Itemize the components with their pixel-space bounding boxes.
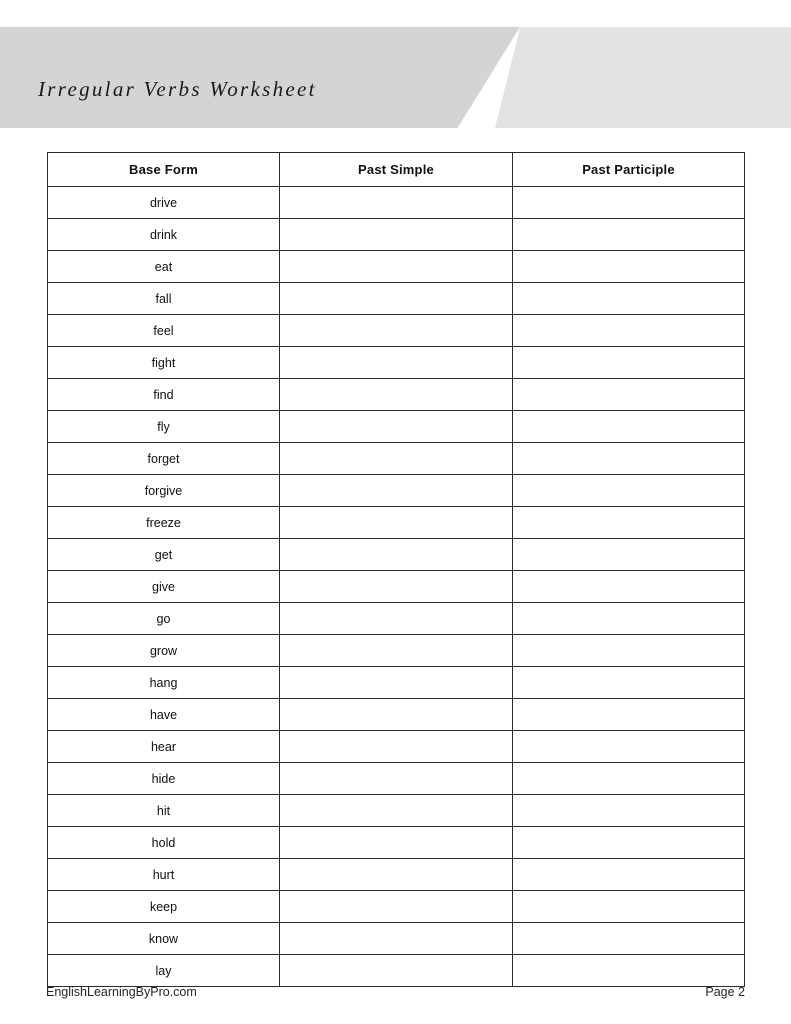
- page-title: Irregular Verbs Worksheet: [38, 77, 317, 101]
- cell-past-simple-answer[interactable]: [280, 923, 513, 955]
- cell-base-form: forgive: [48, 475, 280, 507]
- cell-base-form: eat: [48, 251, 280, 283]
- table-row: [48, 539, 745, 571]
- table-row: [48, 891, 745, 923]
- table-row: [48, 219, 745, 251]
- table-row: [48, 827, 745, 859]
- cell-past-simple-answer[interactable]: [280, 859, 513, 891]
- cell-past-simple-answer[interactable]: [280, 763, 513, 795]
- cell-past-participle-answer[interactable]: [513, 667, 745, 699]
- cell-past-participle-answer[interactable]: [513, 571, 745, 603]
- cell-past-simple-answer[interactable]: [280, 475, 513, 507]
- cell-past-participle-answer[interactable]: [513, 795, 745, 827]
- table-row: [48, 923, 745, 955]
- cell-base-form: hide: [48, 763, 280, 795]
- cell-base-form: go: [48, 603, 280, 635]
- table-row: [48, 667, 745, 699]
- cell-past-participle-answer[interactable]: [513, 187, 745, 219]
- cell-past-participle-answer[interactable]: [513, 283, 745, 315]
- table-row: [48, 315, 745, 347]
- header-banner: [0, 27, 791, 128]
- cell-base-form: fight: [48, 347, 280, 379]
- cell-past-simple-answer[interactable]: [280, 955, 513, 987]
- cell-past-participle-answer[interactable]: [513, 891, 745, 923]
- column-header-past-participle: Past Participle: [513, 153, 745, 187]
- cell-base-form: drink: [48, 219, 280, 251]
- cell-past-participle-answer[interactable]: [513, 539, 745, 571]
- cell-base-form: keep: [48, 891, 280, 923]
- table-row: [48, 955, 745, 987]
- cell-past-simple-answer[interactable]: [280, 347, 513, 379]
- cell-past-participle-answer[interactable]: [513, 475, 745, 507]
- cell-base-form: find: [48, 379, 280, 411]
- cell-past-participle-answer[interactable]: [513, 763, 745, 795]
- cell-base-form: fall: [48, 283, 280, 315]
- cell-past-participle-answer[interactable]: [513, 251, 745, 283]
- cell-past-participle-answer[interactable]: [513, 411, 745, 443]
- cell-past-simple-answer[interactable]: [280, 667, 513, 699]
- table-row: [48, 603, 745, 635]
- table-row: [48, 859, 745, 891]
- table-row: [48, 507, 745, 539]
- banner-shape-right: [495, 27, 791, 128]
- cell-past-simple-answer[interactable]: [280, 443, 513, 475]
- cell-base-form: feel: [48, 315, 280, 347]
- cell-past-simple-answer[interactable]: [280, 571, 513, 603]
- cell-past-simple-answer[interactable]: [280, 187, 513, 219]
- table-row: [48, 635, 745, 667]
- cell-past-simple-answer[interactable]: [280, 283, 513, 315]
- irregular-verbs-table: [47, 152, 745, 987]
- cell-past-simple-answer[interactable]: [280, 219, 513, 251]
- cell-base-form: fly: [48, 411, 280, 443]
- cell-base-form: hear: [48, 731, 280, 763]
- cell-past-simple-answer[interactable]: [280, 379, 513, 411]
- cell-past-participle-answer[interactable]: [513, 955, 745, 987]
- cell-base-form: hurt: [48, 859, 280, 891]
- cell-past-simple-answer[interactable]: [280, 827, 513, 859]
- cell-base-form: know: [48, 923, 280, 955]
- cell-base-form: hold: [48, 827, 280, 859]
- table-row: [48, 731, 745, 763]
- page-footer: [0, 985, 791, 1007]
- table-body: [48, 187, 745, 987]
- cell-base-form: hit: [48, 795, 280, 827]
- cell-base-form: lay: [48, 955, 280, 987]
- footer-page-number: Page 2: [705, 985, 745, 999]
- cell-past-participle-answer[interactable]: [513, 603, 745, 635]
- table-row: [48, 443, 745, 475]
- cell-base-form: forget: [48, 443, 280, 475]
- cell-past-participle-answer[interactable]: [513, 827, 745, 859]
- cell-past-simple-answer[interactable]: [280, 635, 513, 667]
- cell-past-simple-answer[interactable]: [280, 891, 513, 923]
- footer-site-label: EnglishLearningByPro.com: [46, 985, 197, 999]
- table-row: [48, 571, 745, 603]
- cell-base-form: hang: [48, 667, 280, 699]
- table-row: [48, 475, 745, 507]
- cell-past-participle-answer[interactable]: [513, 923, 745, 955]
- cell-base-form: freeze: [48, 507, 280, 539]
- column-header-base-form: Base Form: [48, 153, 280, 187]
- cell-past-participle-answer[interactable]: [513, 731, 745, 763]
- cell-past-simple-answer[interactable]: [280, 699, 513, 731]
- table-row: [48, 347, 745, 379]
- cell-past-simple-answer[interactable]: [280, 507, 513, 539]
- cell-base-form: drive: [48, 187, 280, 219]
- cell-base-form: have: [48, 699, 280, 731]
- table-row: [48, 763, 745, 795]
- table-header-row: [48, 153, 745, 187]
- cell-past-participle-answer[interactable]: [513, 347, 745, 379]
- cell-past-participle-answer[interactable]: [513, 379, 745, 411]
- cell-past-simple-answer[interactable]: [280, 539, 513, 571]
- cell-past-simple-answer[interactable]: [280, 603, 513, 635]
- cell-past-simple-answer[interactable]: [280, 795, 513, 827]
- cell-past-simple-answer[interactable]: [280, 315, 513, 347]
- table-row: [48, 251, 745, 283]
- table-row: [48, 795, 745, 827]
- table-row: [48, 283, 745, 315]
- cell-past-participle-answer[interactable]: [513, 859, 745, 891]
- cell-base-form: grow: [48, 635, 280, 667]
- cell-past-participle-answer[interactable]: [513, 699, 745, 731]
- table-row: [48, 379, 745, 411]
- table-row: [48, 411, 745, 443]
- cell-past-participle-answer[interactable]: [513, 315, 745, 347]
- cell-base-form: get: [48, 539, 280, 571]
- cell-past-simple-answer[interactable]: [280, 411, 513, 443]
- cell-past-participle-answer[interactable]: [513, 219, 745, 251]
- cell-past-participle-answer[interactable]: [513, 635, 745, 667]
- cell-past-simple-answer[interactable]: [280, 251, 513, 283]
- table-row: [48, 699, 745, 731]
- cell-past-participle-answer[interactable]: [513, 507, 745, 539]
- column-header-past-simple: Past Simple: [280, 153, 513, 187]
- cell-base-form: give: [48, 571, 280, 603]
- table-header: [48, 153, 745, 187]
- cell-past-participle-answer[interactable]: [513, 443, 745, 475]
- cell-past-simple-answer[interactable]: [280, 731, 513, 763]
- table-row: [48, 187, 745, 219]
